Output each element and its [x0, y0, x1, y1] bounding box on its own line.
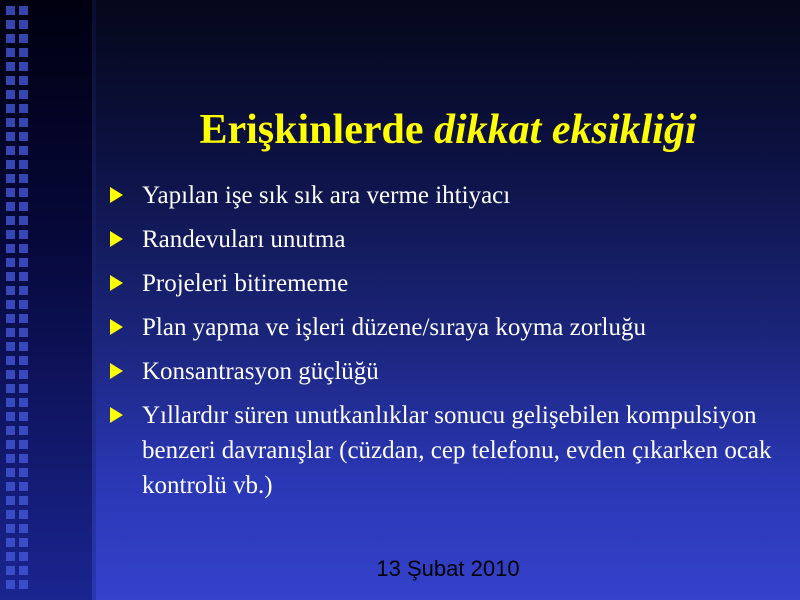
arrow-bullet-icon — [110, 187, 123, 203]
footer-date: 13 Şubat 2010 — [376, 556, 520, 581]
bullet-list — [108, 178, 788, 512]
arrow-bullet-icon — [110, 407, 123, 423]
arrow-bullet-icon — [110, 231, 123, 247]
decorative-square-grid — [6, 6, 28, 594]
decorative-side-strip — [0, 0, 96, 600]
bullet-text: Plan yapma ve işleri düzene/sıraya koyma zorluğu — [142, 314, 647, 341]
arrow-bullet-icon — [110, 275, 123, 291]
bullet-text: Randevuları unutma — [142, 226, 346, 253]
slide-title — [96, 106, 800, 154]
bullet-text: Yapılan işe sık sık ara verme ihtiyacı — [142, 182, 511, 209]
side-strip-edge — [92, 0, 96, 600]
title-italic-text: dikkat eksikliği — [434, 107, 697, 154]
title-plain-text: Erişkinlerde — [199, 107, 434, 154]
bullet-text: Yıllardır süren unutkanlıklar sonucu gelişebilen kompulsiyon benzeri davranışlar (cüzdan, cep telefonu, evden çıkarken ocak kontrolü vb.) — [142, 402, 772, 499]
list-item — [108, 222, 788, 257]
bullet-text: Projeleri bitirememe — [142, 270, 349, 297]
list-item — [108, 354, 788, 389]
list-item — [108, 178, 788, 213]
arrow-bullet-icon — [110, 363, 123, 379]
arrow-bullet-icon — [110, 319, 123, 335]
list-item — [108, 266, 788, 301]
list-item — [108, 310, 788, 345]
bullet-text: Konsantrasyon güçlüğü — [142, 358, 379, 385]
list-item — [108, 398, 788, 503]
